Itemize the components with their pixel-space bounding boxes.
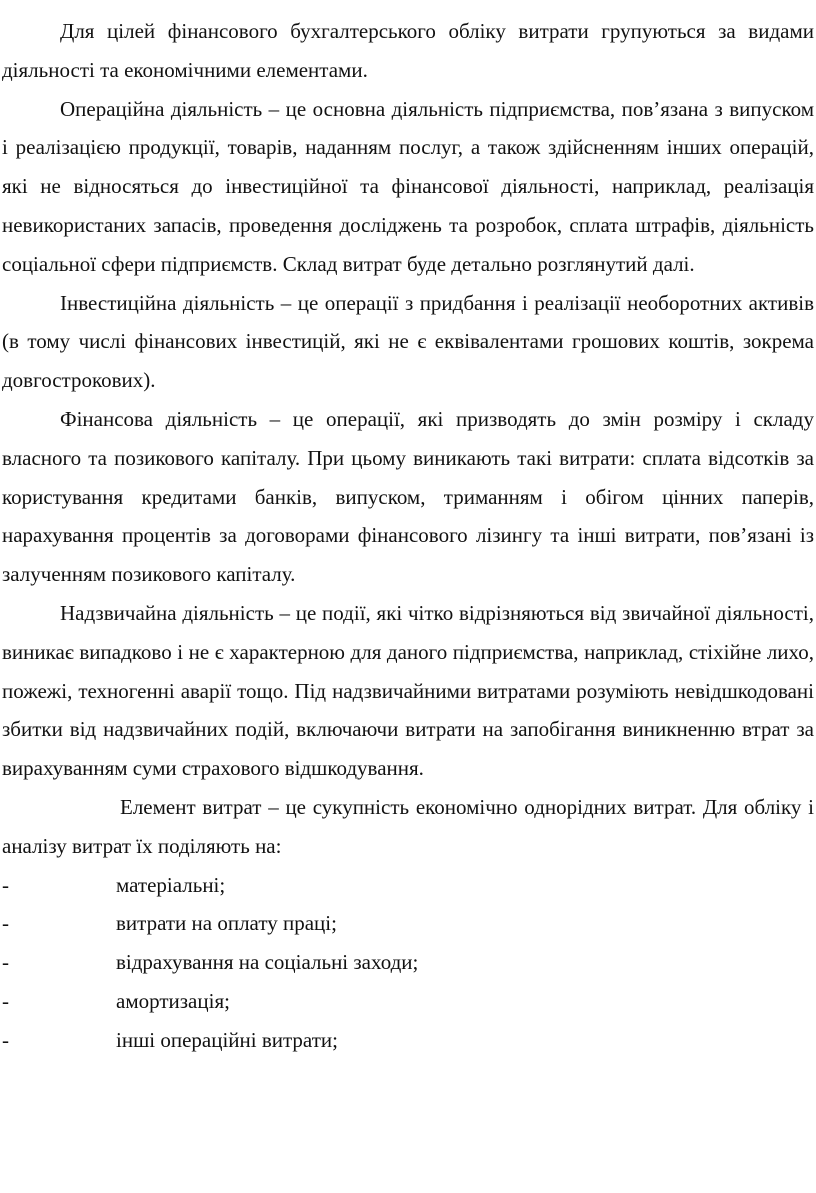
list-marker: - <box>2 872 9 897</box>
list-item-text: інші операційні витрати; <box>116 1027 338 1052</box>
list-marker: - <box>2 1027 9 1052</box>
paragraph-cost-element: Елемент витрат – це сукупність економічно однорідних витрат. Для обліку і аналізу витрат їх поділяють на: <box>2 794 814 858</box>
list-item <box>2 866 814 905</box>
list-item <box>2 943 814 982</box>
paragraph-extraordinary-activity: Надзвичайна діяльність – це події, які чітко відрізняються від звичайної діяльності, виникає випадково і не є характерною для даного підприємства, наприклад, стіхійне лихо, пожежі, техногенні аварії тощо. Під надзвичайними витратами розуміють невідшкодовані збитки від надзвичайних подій, включаючи витрати на запобігання виникненню втрат за вирахуванням суми страхового відшкодування. <box>2 600 814 781</box>
list-marker: - <box>2 988 9 1013</box>
list-item-text: матеріальні; <box>116 872 226 897</box>
cost-elements-list <box>2 866 814 1060</box>
paragraph-operating-activity: Операційна діяльність – це основна діяльність підприємства, пов’язана з випуском і реалізацією продукції, товарів, наданням послуг, а також здійсненням інших операцій, які не відносяться до інвестиційної та фінансової діяльності, наприклад, реалізація невикористаних запасів, проведення досліджень та розробок, сплата штрафів, діяльність соціальної сфери підприємств. Склад витрат буде детально розглянутий далі. <box>2 96 814 276</box>
list-item-text: витрати на оплату праці; <box>116 911 337 936</box>
paragraph-intro: Для цілей фінансового бухгалтерського обліку витрати групуються за видами діяльності та економічними елементами. <box>2 19 814 82</box>
list-item <box>2 982 814 1021</box>
paragraph-investment-activity: Інвестиційна діяльність – це операції з придбання і реалізації необоротних активів (в тому числі фінансових інвестицій, які не є еквівалентами грошових коштів, зокрема довгострокових). <box>2 290 814 393</box>
list-marker: - <box>2 911 9 936</box>
list-item-text: амортизація; <box>116 988 230 1013</box>
list-marker: - <box>2 950 9 975</box>
list-item-text: відрахування на соціальні заходи; <box>116 950 419 975</box>
paragraph-financial-activity: Фінансова діяльність – це операції, які призводять до змін розміру і складу власного та позикового капіталу. При цьому виникають такі витрати: сплата відсотків за користування кредитами банків, випуском, триманням і обігом цінних паперів, нарахування процентів за договорами фінансового лізингу та інші витрати, пов’язані із залученням позикового капіталу. <box>2 406 814 587</box>
list-item <box>2 1021 814 1060</box>
list-item <box>2 904 814 943</box>
